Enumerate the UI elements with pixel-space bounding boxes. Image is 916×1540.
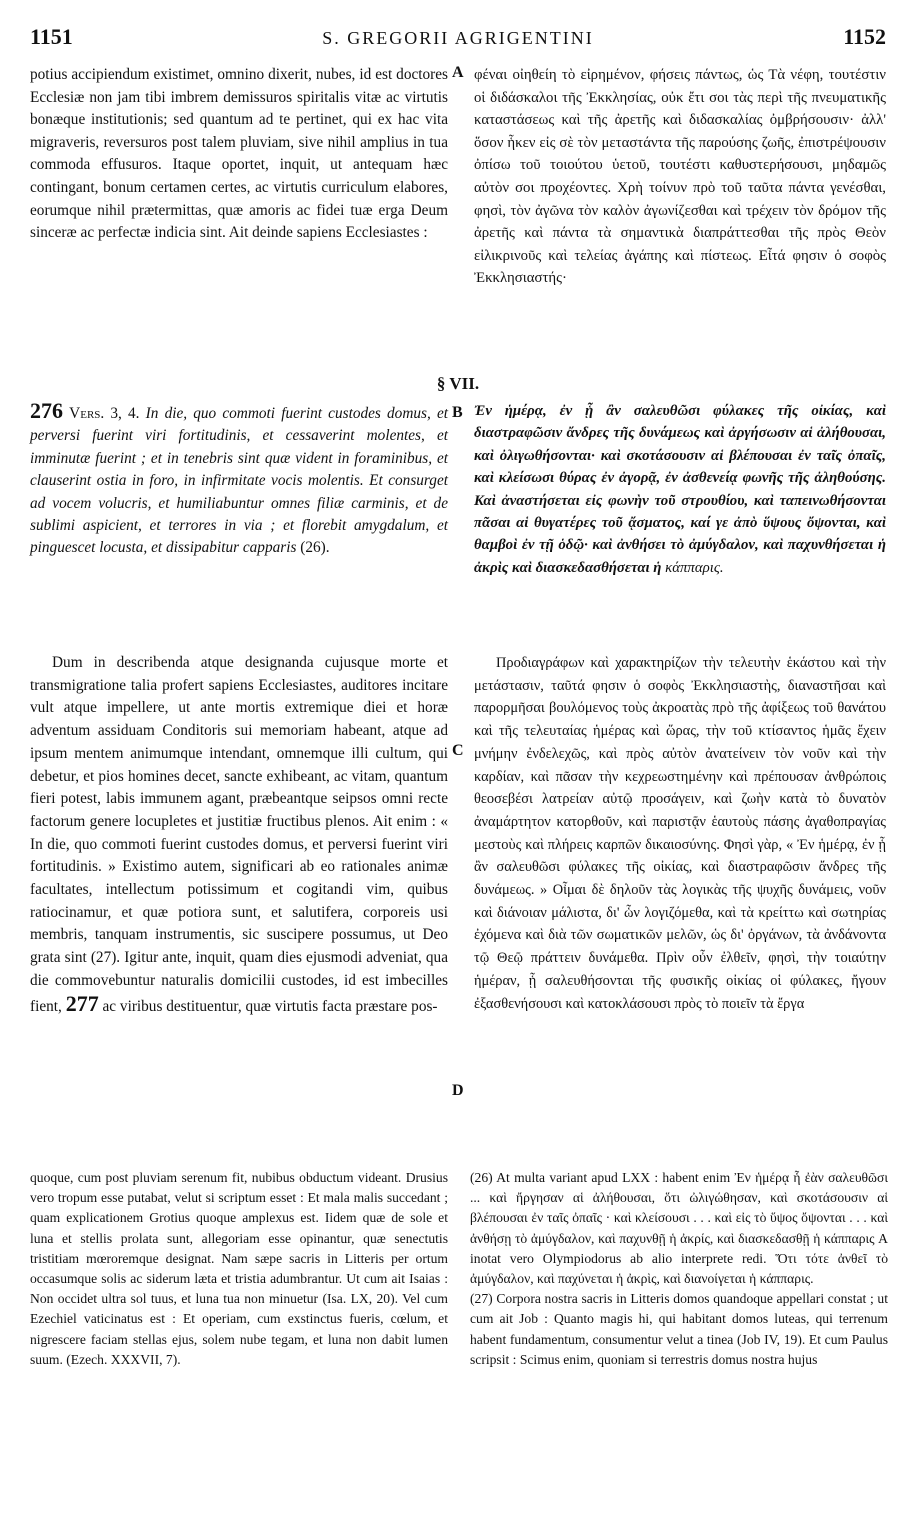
section-heading: § VII.	[436, 374, 480, 393]
latin-text: potius accipiendum existimet, omnino dixerit, nubes, id est doctores Ecclesiæ non jam tibi imbrem demissuros spiritalis vitæ ac virtutis bonæque institutionis; sed quantum ad te pertinet, qui ex hac vita migraveris, reversuros post talem pluviam, sive nihil amplius in tua commoda effusuros. Itaque oportet, inquit, ut antequam hæc contingant, bonum certamen certes, ac virtutis curriculum elabores, eorumque nihil prætermittas, quæ amoris ac fidei tuæ erga Deum sinceræ ac perfectæ indicia sint. Ait deinde sapiens Ecclesiastes :	[30, 66, 448, 242]
greek-verse-text: Ἐν ἡμέρᾳ, ἐν ᾗ ἂν σαλευθῶσι φύλακες τῆς οἰκίας, καὶ διαστραφῶσιν ἄνδρες τῆς δυνάμεως καὶ ἀργήσωσιν αἱ ἀλήθουσαι, καὶ ὀλιγωθήσονται· καὶ σκοτάσουσιν αἱ βλέπουσαι ἐν ταῖς ὀπαῖς, καὶ κλείσωσι θύρας ἐν ἀγορᾷ, ἐν ἀσθενείᾳ φωνῆς τῆς ἀληθούσης. Καὶ ἀναστήσεται εἰς φωνὴν τοῦ στρουθίου, καὶ ταπεινωθήσονται πᾶσαι αἱ θυγατέρες τοῦ ᾄσματος, καί γε ἀπὸ ὕψους ὄψονται, καὶ θαμβοὶ ἐν τῇ ὁδῷ· καὶ ἀνθήσει τὸ ἀμύγδαλον, καὶ παχυνθήσεται ἡ ἀκρὶς καὶ διασκεδασθήσεται ἡ	[474, 403, 886, 576]
footnotes-right	[470, 1168, 888, 1370]
greek-verse-block	[474, 400, 886, 579]
greek-verse-last: κάππαρις.	[665, 559, 724, 576]
footnote-continuation: quoque, cum post pluviam serenum fit, nubibus obductum videant. Drusius vero tropum esse putabat, velut si scriptum esset : Et mala malis succedant ; quam explicationem Grotius quoque amplexus est. Iidem quæ de sole et luna et stellis prolata sunt, allegoriam esse opinantur, quæ senectutis tristitiam mœroremque designat. Nam sæpe sacris in Litteris per ortum occasumque solis ac siderum læta et tristia adumbrantur. Ut cum ait Isaias : Non occidet ultra sol tuus, et luna tua non minuetur (Isa. LX, 20). Vel cum Ezechiel vaticinatus est : Et operiam, cum exstinctus fueris, cœlum, et nigrescere faciam stellas ejus, solem nube tegam, et luna non dabit lumen suum. (Ezech. XXXVII, 7).	[30, 1170, 448, 1367]
page-number-left: 1151	[30, 24, 73, 49]
latin-paragraph-1	[30, 64, 448, 245]
latin-verse-block	[30, 400, 448, 560]
greek-paragraph-2	[474, 652, 886, 1015]
margin-letter-c: C	[452, 742, 464, 759]
latin-verse-text: In die, quo commoti fuerint custodes domus, et perversi fuerint viri fortitudinis, et cessaverint molentes, et imminutæ fuerint ; et in tenebris sint quæ vident in foraminibus, et clauserint ostia in foro, in infirmitate vocis molentis. Et consurget ad vocem volucris, et humiliabuntur omnes filiæ carminis, et de sublimi aspicient, et terrores in via ; et florebit amygdalum, et pinguescet locusta, et dissipabitur capparis	[30, 405, 448, 557]
margin-letter-b: B	[452, 404, 463, 421]
latin-paragraph-2	[30, 652, 448, 1018]
latin-commentary: Dum in describenda atque designanda cujusque morte et transmigratione talia profert sapiens Ecclesiastes, auditores incitare vult atque impellere, ut ante mortis extremique diei et horæ adventum assiduam Conditoris sui memoriam habeant, atque ad ipsum mentem animumque intendant, omnemque illi cultum, qui debetur, et pios homines decet, sancte exhibeant, ac vitam, quantum fieri potest, labis immunem agant, præbeantque seipsos omni recte factorum genere locupletes et justitiæ fructibus plenos. Ait enim : « In die, quo commoti fuerint custodes domus, et perversi fuerint viri fortitudinis. » Existimo autem, significari ab eo rationales animæ facultates, intellectum potissimum et cogitandi vim, quibus ratiocinamur, et quæ potiora sunt, et salutifera, corporeis usi membris, tanquam instrumentis, sic suscipere possumus, ut Deo grata sint (27). Igitur ante, inquit, quam dies ejusmodi adveniat, qua die commovebuntur naturalis domicilii custodes, id est imbecilles fient,	[30, 654, 448, 1015]
greek-paragraph-1	[474, 64, 886, 290]
margin-letter-a: A	[452, 64, 464, 81]
greek-commentary: Προδιαγράφων καὶ χαρακτηρίζων τὴν τελευτὴν ἑκάστου καὶ τὴν μετάστασιν, ταῦτά φησιν ὁ σοφὸς Ἐκκλησιαστὴς, διαναστῆσαι καὶ παρορμῆσαι βουλόμενος τοὺς ἀκροατὰς πρὸ τῆς ἀφίξεως τοῦ θανάτου καὶ τῆς τελευταίας ἡμέρας καὶ ὥρας, τὴν τοῦ κτίσαντος ἡμᾶς ἔχειν μνήμην ἐνδελεχῶς, καὶ πρὸς αὐτὸν ἀνατείνειν τὸν νοῦν καὶ τὴν καρδίαν, καὶ πᾶσαν τὴν κεχρεωστημένην καὶ πρέπουσαν ἀνθρώποις θεοσεβέσι λατρείαν αὐτῷ προσάγειν, καὶ ζωὴν κατὰ τὸ δυνατὸν ἀναμάρτητον κατορθοῦν, καὶ παριστᾷν ἑαυτοὺς πάσης ἀγαθοπραγίας μεστοὺς καὶ πλήρεις καρπῶν δικαιοσύνης. Φησὶ γὰρ, « Ἐν ἡμέρᾳ, ἐν ᾗ ἂν σαλευθῶσι φύλακες τῆς οἰκίας, καὶ διαστραφῶσιν ἄνδρες τῆς δυνάμεως. » Οἶμαι δὲ δηλοῦν τὰς λογικὰς τῆς ψυχῆς δυνάμεις, νοῦν καὶ διάνοιαν μάλιστα, δι' ὧν λογιζόμεθα, καὶ τὰ κρείττω καὶ σωτηρίας ἐχόμενα καὶ διὰ τῶν σωματικῶν μελῶν, ὡς δι' ὀργάνων, τὰ ἀνδάνοντα τῷ Θεῷ πράττειν δυνάμεθα. Πρὶν οὖν ἐλθεῖν, φησὶ, τὴν τοιαύτην ἡμέραν, ᾗ σαλευθήσονται τῆς φυσικῆς οἰκίας οἱ φύλακες, ἤγουν ἐξασθενήσουσι καὶ κατοκλάσουσι πρὸς τὸ ποιεῖν τὰ ἔργα	[474, 655, 886, 1012]
latin-commentary-end: ac viribus destituentur, quæ virtutis facta præstare pos-	[102, 997, 438, 1015]
footnote-26: (26) At multa variant apud LXX : habent enim Ἐν ἡμέρᾳ ἧ ἐὰν σαλευθῶσι ... καὶ ἤργησαν αἱ ἀλήθουσαι, ὅτι ὠλιγώθησαν, καὶ σκοτάσουσιν αἱ βλέπουσαι ἐν ταῖς ὀπαῖς · καὶ κλείσουσι . . . καὶ εἰς τὸ ὕψος ὄψονται . . . καὶ ἀνθήσῃ τὸ ἀμύγδαλον, καὶ παχυνθῇ ἡ ἀκρίς, καὶ διασκεδασθῇ ἡ κάππαρις A inotat vero Olympiodorus ab alio interprete redi. Ὅτι τότε ἀνθεῖ τὸ ἀμύγδαλον, καὶ παχύνεται ἡ ἀκρὶς, καὶ διανοίγεται ἡ κάππαρις.	[470, 1170, 888, 1287]
verse-reference: Vers. 3, 4.	[69, 405, 140, 422]
margin-letter-d: D	[452, 1082, 464, 1099]
column-number-277: 277	[65, 990, 99, 1016]
page-number-right: 1152	[843, 24, 886, 49]
running-header	[30, 24, 886, 58]
footnote-27: (27) Corpora nostra sacris in Litteris domos quandoque appellari constat ; ut cum ait Job : Quanto magis hi, qui habitant domos luteas, qui terrenum habent fundamentum, consumentur velut a tinea (Job IV, 19). Et cum Paulus scripsit : Scimus enim, quoniam si terrestris domus nostra hujus	[470, 1291, 888, 1367]
footnote-ref-26: (26).	[300, 539, 330, 557]
footnotes-left	[30, 1168, 448, 1370]
greek-text: φέναι οἰηθείη τὸ εἰρημένον, φήσεις πάντως, ὡς Τὰ νέφη, τουτέστιν οἱ διδάσκαλοι τῆς Ἐκκλησίας, οὐκ ἔτι σοι τὰς περὶ τῆς πνευματικῆς καταστάσεως καὶ τῆς ἀρετῆς καὶ διδασκαλίας ὀμβρήσουσιν· ἀλλ' ὅσον ἧκεν εἰς σὲ τὸν μεταστάντα τῆς παρούσης ζωῆς, ἐπιστρέψουσιν ὀπίσω τοῦ τοιούτου ὑετοῦ, τουτέστι καθυστερήσουσι, μηδαμῶς αὐτὸν σοι προχέοντες. Χρὴ τοίνυν πρὸ τοῦ ταῦτα πάντα γενέσθαι, φησὶ, τὸν ἀγῶνα τὸν καλὸν ἀγωνίζεσθαι καὶ τρέχειν τὸν δρόμον τῆς ἀρετῆς καὶ πάντα τὰ σημαντικὰ διαπράττεσθαι τῆς πρὸς Θεὸν εἰλικρινοῦς καὶ τελείας ἀγάπης καὶ πίστεως. Εἶτά φησιν ὁ σοφὸς Ἐκκλησιαστής·	[474, 67, 886, 287]
column-number-276: 276	[30, 398, 63, 423]
running-title: S. GREGORII AGRIGENTINI	[322, 28, 594, 48]
